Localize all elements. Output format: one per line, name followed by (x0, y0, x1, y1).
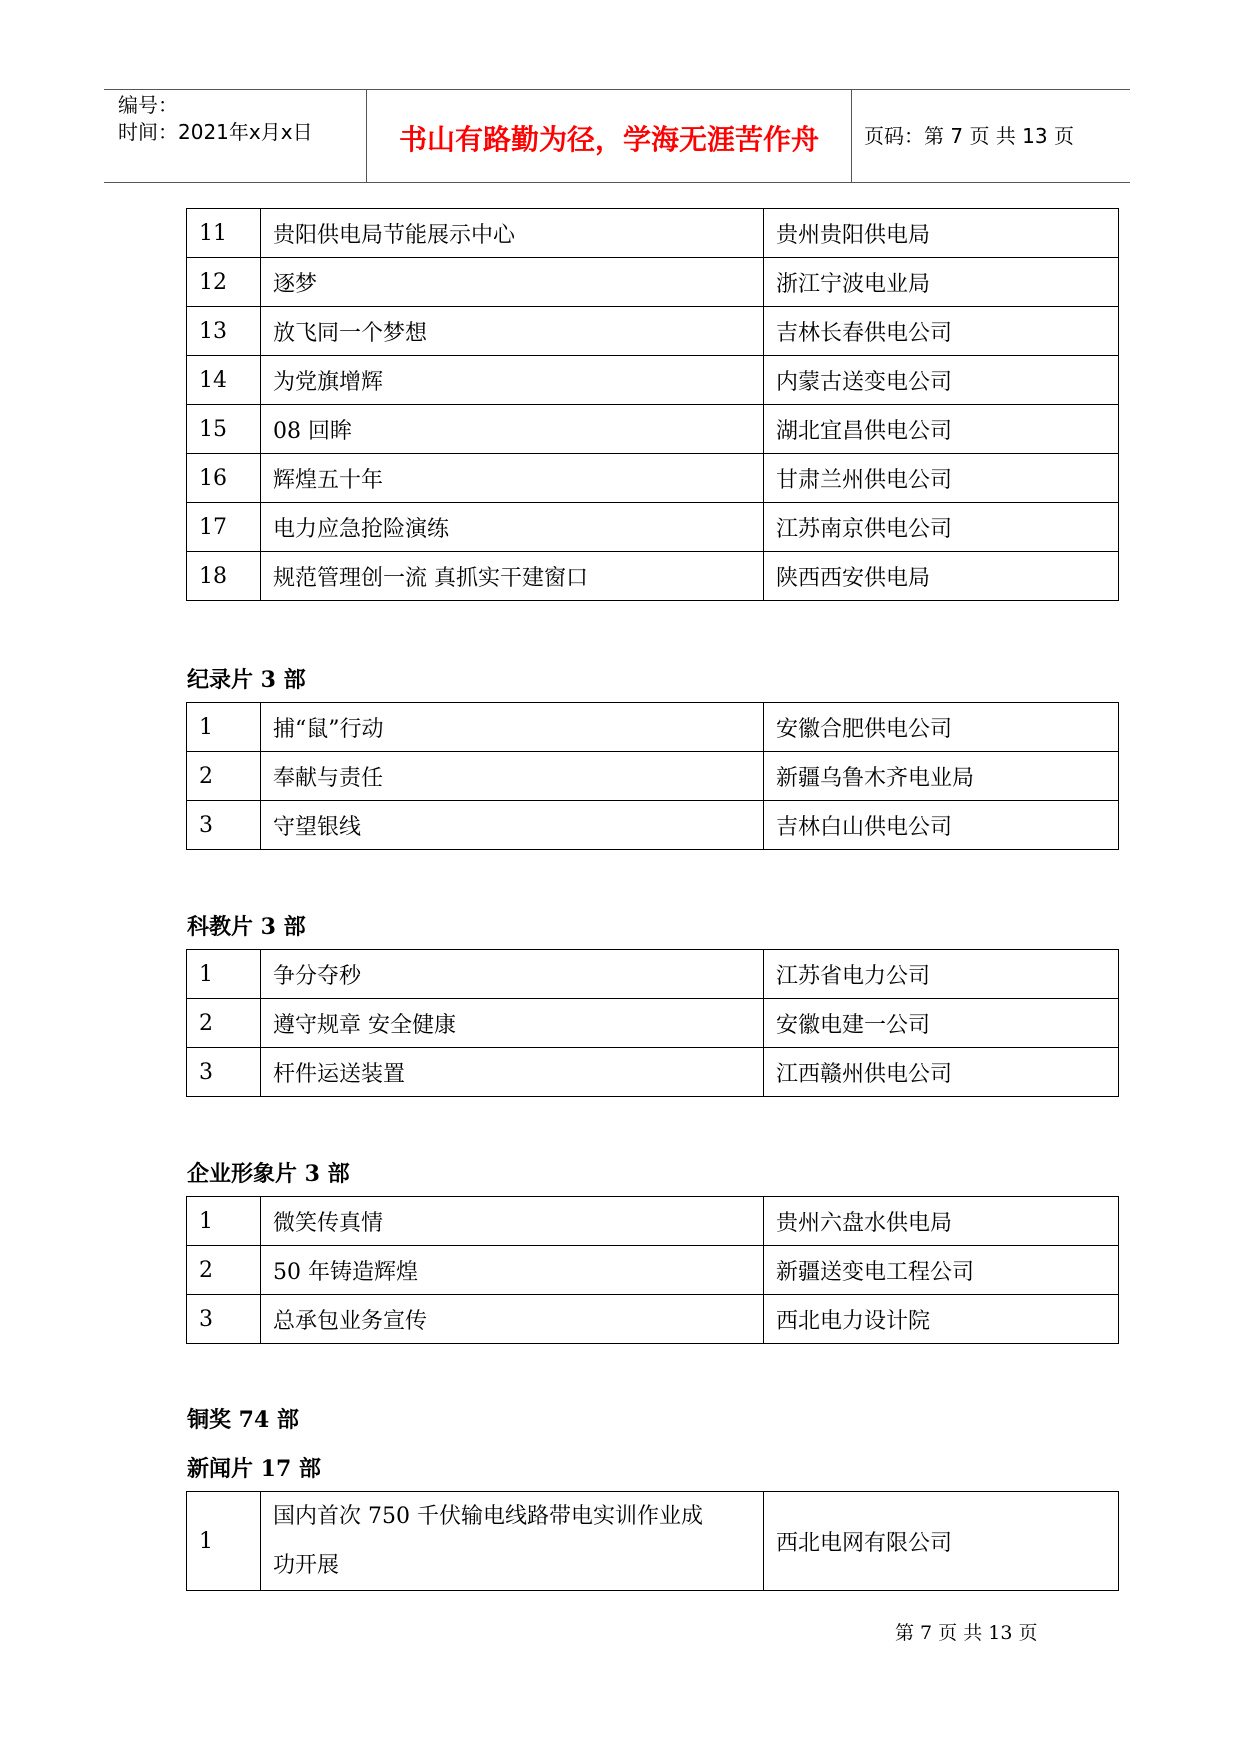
page-footer: 第 7 页 共 13 页 (895, 1622, 1038, 1644)
row-org: 江西赣州供电公司 (764, 1048, 1119, 1097)
row-title: 争分夺秒 (261, 950, 764, 999)
row-title (261, 1492, 764, 1591)
table-row (187, 1048, 1119, 1097)
row-title-line2: 功开展 (273, 1553, 340, 1578)
row-number: 14 (187, 356, 261, 405)
table-row (187, 209, 1119, 258)
time-label: 时间：2021年x月x日 (118, 120, 313, 144)
award-table-documentary (186, 702, 1119, 850)
table-row (187, 356, 1119, 405)
row-org: 甘肃兰州供电公司 (764, 454, 1119, 503)
row-number: 13 (187, 307, 261, 356)
row-title: 逐梦 (261, 258, 764, 307)
row-number: 17 (187, 503, 261, 552)
row-title: 捕“鼠”行动 (261, 703, 764, 752)
row-org: 陕西西安供电局 (764, 552, 1119, 601)
row-title: 放飞同一个梦想 (261, 307, 764, 356)
row-org: 吉林白山供电公司 (764, 801, 1119, 850)
row-title: 电力应急抢险演练 (261, 503, 764, 552)
row-org: 安徽电建一公司 (764, 999, 1119, 1048)
row-org: 江苏省电力公司 (764, 950, 1119, 999)
row-title: 辉煌五十年 (261, 454, 764, 503)
row-title: 杆件运送装置 (261, 1048, 764, 1097)
row-title: 总承包业务宣传 (261, 1295, 764, 1344)
row-title: 贵阳供电局节能展示中心 (261, 209, 764, 258)
row-title: 08 回眸 (261, 405, 764, 454)
table-row (187, 703, 1119, 752)
row-title-line1: 国内首次 750 千伏输电线路带电实训作业成 (273, 1504, 703, 1529)
table-row (187, 503, 1119, 552)
row-org: 西北电网有限公司 (764, 1492, 1119, 1591)
row-title: 守望银线 (261, 801, 764, 850)
table-row (187, 258, 1119, 307)
row-title: 规范管理创一流 真抓实干建窗口 (261, 552, 764, 601)
section-heading-science: 科教片 3 部 (187, 914, 306, 940)
row-number: 2 (187, 1246, 261, 1295)
row-title: 为党旗增辉 (261, 356, 764, 405)
serial-label: 编号： (118, 93, 178, 117)
row-org: 西北电力设计院 (764, 1295, 1119, 1344)
row-number: 2 (187, 999, 261, 1048)
row-number: 3 (187, 1048, 261, 1097)
table-row (187, 801, 1119, 850)
page-header (104, 89, 1130, 183)
row-org: 湖北宜昌供电公司 (764, 405, 1119, 454)
motto: 书山有路勤为径，学海无涯苦作舟 (398, 123, 819, 156)
table-row (187, 307, 1119, 356)
row-title: 奉献与责任 (261, 752, 764, 801)
header-motto-cell (367, 90, 852, 182)
row-number: 1 (187, 1197, 261, 1246)
section-heading-corporate: 企业形象片 3 部 (187, 1161, 350, 1187)
table-row (187, 1295, 1119, 1344)
page-indicator: 页码：第 7 页 共 13 页 (864, 124, 1074, 148)
row-org: 内蒙古送变电公司 (764, 356, 1119, 405)
row-number: 16 (187, 454, 261, 503)
table-row (187, 999, 1119, 1048)
table-row (187, 1492, 1119, 1591)
row-number: 18 (187, 552, 261, 601)
row-number: 3 (187, 801, 261, 850)
row-title: 微笑传真情 (261, 1197, 764, 1246)
header-meta (104, 90, 367, 182)
row-org: 江苏南京供电公司 (764, 503, 1119, 552)
row-org: 贵州贵阳供电局 (764, 209, 1119, 258)
section-heading-news: 新闻片 17 部 (187, 1456, 321, 1482)
table-row (187, 552, 1119, 601)
row-number: 12 (187, 258, 261, 307)
row-org: 新疆送变电工程公司 (764, 1246, 1119, 1295)
award-table-science (186, 949, 1119, 1097)
row-number: 15 (187, 405, 261, 454)
section-heading-documentary: 纪录片 3 部 (187, 667, 306, 693)
row-number: 1 (187, 1492, 261, 1591)
row-title: 50 年铸造辉煌 (261, 1246, 764, 1295)
row-title: 遵守规章 安全健康 (261, 999, 764, 1048)
row-org: 安徽合肥供电公司 (764, 703, 1119, 752)
row-org: 贵州六盘水供电局 (764, 1197, 1119, 1246)
award-table-news (186, 1491, 1119, 1591)
row-number: 11 (187, 209, 261, 258)
row-org: 浙江宁波电业局 (764, 258, 1119, 307)
row-org: 吉林长春供电公司 (764, 307, 1119, 356)
row-number: 1 (187, 950, 261, 999)
row-number: 3 (187, 1295, 261, 1344)
table-row (187, 454, 1119, 503)
table-row (187, 405, 1119, 454)
award-table-top (186, 208, 1119, 601)
row-number: 1 (187, 703, 261, 752)
table-row (187, 752, 1119, 801)
table-row (187, 1246, 1119, 1295)
row-number: 2 (187, 752, 261, 801)
row-org: 新疆乌鲁木齐电业局 (764, 752, 1119, 801)
table-row (187, 1197, 1119, 1246)
table-row (187, 950, 1119, 999)
section-heading-bronze: 铜奖 74 部 (187, 1407, 299, 1433)
award-table-corporate (186, 1196, 1119, 1344)
